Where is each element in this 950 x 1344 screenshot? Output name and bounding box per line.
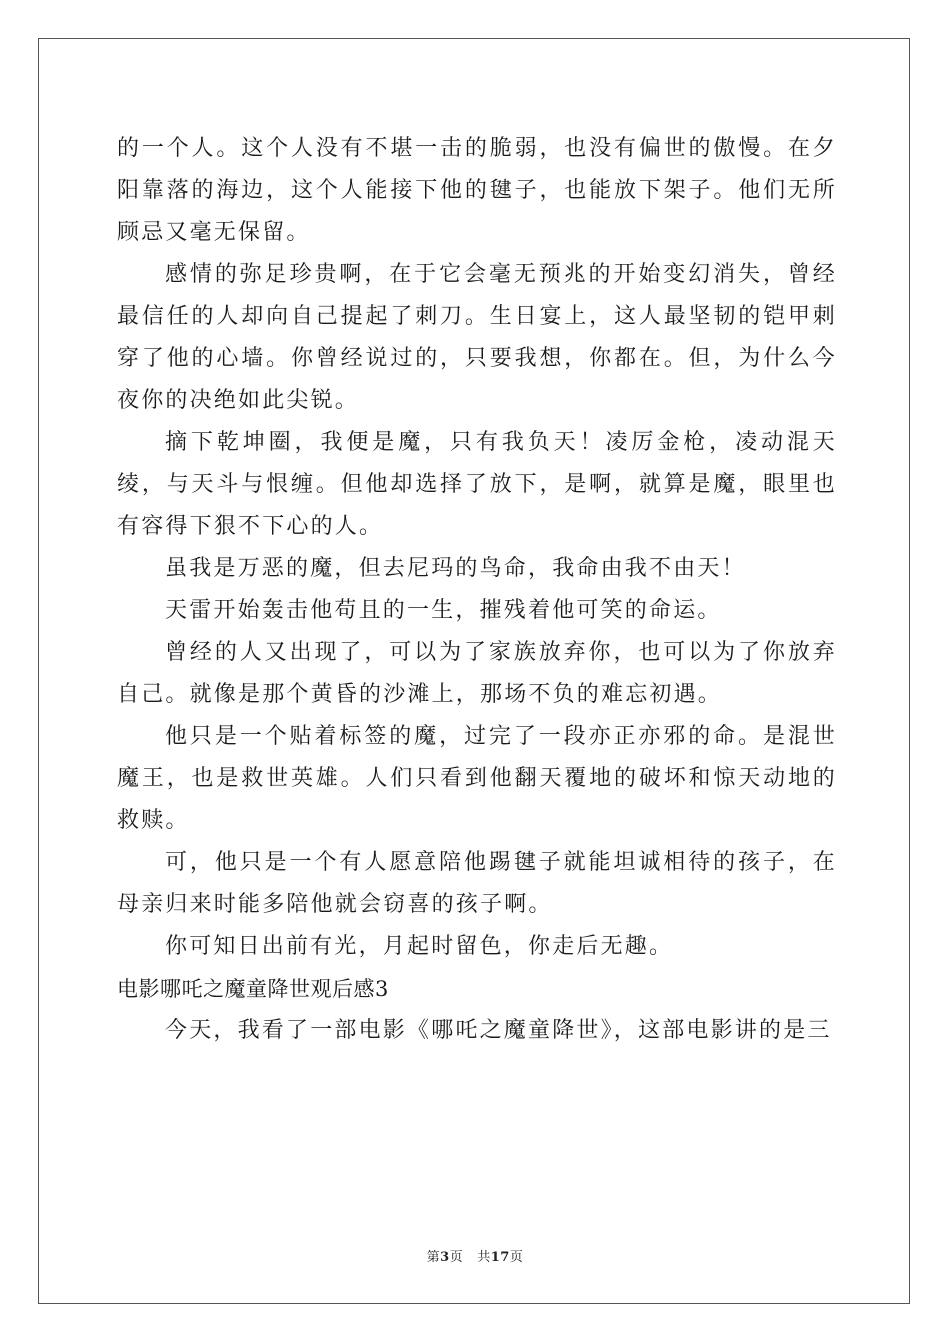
- section-heading: 电影哪吒之魔童降世观后感3: [117, 977, 389, 1001]
- paragraph: 摘下乾坤圈，我便是魔，只有我负天！凌厉金枪，凌动混天绫，与天斗与恨缠。但他却选择了放下，是啊，就算是魔，眼里也有容得下狠不下心的人。: [117, 430, 837, 539]
- paragraph: 你可知日出前有光，月起时留色，你走后无趣。: [165, 934, 674, 959]
- page-suffix: 页: [449, 1250, 464, 1265]
- paragraph: 感情的弥足珍贵啊，在于它会毫无预兆的开始变幻消失，曾经最信任的人却向自己提起了刺刀。生日宴上，这人最坚韧的铠甲刺穿了他的心墙。你曾经说过的，只要我想，你都在。但，为什么今夜你的决绝如此尖锐。: [117, 262, 837, 413]
- paragraph: 他只是一个贴着标签的魔，过完了一段亦正亦邪的命。是混世魔王，也是救世英雄。人们只看到他翻天覆地的破坏和惊天动地的救赎。: [117, 724, 837, 833]
- document-body: [117, 128, 837, 1052]
- total-pages: 17: [490, 1250, 510, 1265]
- paragraph: 虽我是万恶的魔，但去尼玛的鸟命，我命由我不由天！: [165, 556, 746, 581]
- paragraph: 的一个人。这个人没有不堪一击的脆弱，也没有偏世的傲慢。在夕阳靠落的海边，这个人能接下他的毽子，也能放下架子。他们无所顾忌又毫无保留。: [117, 136, 837, 245]
- total-suffix: 页: [509, 1250, 524, 1265]
- paragraph: 天雷开始轰击他苟且的一生，摧残着他可笑的命运。: [165, 598, 722, 623]
- page-prefix: 第: [426, 1250, 441, 1265]
- total-prefix: 共: [477, 1250, 491, 1265]
- paragraph: 曾经的人又出现了，可以为了家族放弃你，也可以为了你放弃自己。就像是那个黄昏的沙滩上，那场不负的难忘初遇。: [117, 640, 837, 707]
- paragraph: 可，他只是一个有人愿意陪他踢毽子就能坦诚相待的孩子，在母亲归来时能多陪他就会窃喜的孩子啊。: [117, 850, 837, 917]
- paragraph: 今天，我看了一部电影《哪吒之魔童降世》，这部电影讲的是三: [165, 1018, 832, 1043]
- page-number: 3: [440, 1250, 450, 1265]
- page-footer: [0, 1246, 950, 1265]
